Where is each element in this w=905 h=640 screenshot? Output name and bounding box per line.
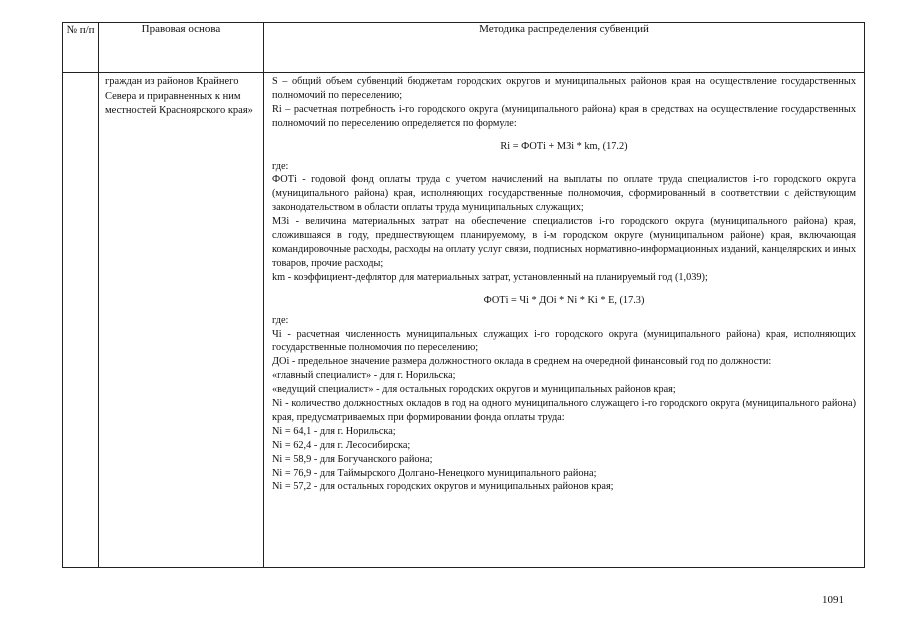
table-header-row xyxy=(63,23,865,73)
formula-17-3: ФОТi = Чi * ДОi * Ni * Ki * Е, (17.3) xyxy=(483,294,645,306)
paragraph-lead-specialist: «ведущий специалист» - для остальных городских округов и муниципальных районов края; xyxy=(272,384,676,396)
paragraph-s-definition: S – общий объем субвенций бюджетам городских округов и муниципальных районов края на осуществление государственных полномочий по переселению; xyxy=(272,76,856,101)
paragraph-ni-others: Ni = 57,2 - для остальных городских округов и муниципальных районов края; xyxy=(272,481,614,493)
header-method-label: Методика распределения субвенций xyxy=(479,23,649,35)
paragraph-ri-definition: Ri – расчетная потребность i-го городского округа (муниципального района) края в средствах на осуществление государственных полномочий по переселению определяется по формуле: xyxy=(272,103,856,129)
header-basis-cell xyxy=(99,23,264,73)
page-number: 1091 xyxy=(822,594,844,606)
paragraph-ch-definition: Чi - расчетная численность муниципальных служащих i-го городского округа (муниципального района) края, исполняющих государственные полномочия по переселению; xyxy=(272,328,856,354)
paragraph-ni-lesosibirsk: Ni = 62,4 - для г. Лесосибирска; xyxy=(272,439,411,451)
paragraph-ni-taimyr: Ni = 76,9 - для Таймырского Долгано-Ненецкого муниципального района; xyxy=(272,467,597,479)
header-basis-label: Правовая основа xyxy=(141,23,221,35)
content-table xyxy=(62,22,865,568)
formula-17-2: Ri = ФОТi + МЗi * km, (17.2) xyxy=(500,140,628,152)
paragraph-where-1: где: xyxy=(272,160,289,172)
header-num-label: № п/п xyxy=(66,24,95,36)
paragraph-km-definition: km - коэффициент-дефлятор для материальных затрат, установленный на планируемый год (1,039); xyxy=(272,271,708,283)
paragraph-fot-definition: ФОТi - годовой фонд оплаты труда с учетом начислений на выплаты по оплате труда специалистов i-го городского округа (муниципального района) края, исполняющих государственные полномочия, сформированный в соответствии с действующим законодательством в области оплаты труда муниципальных служащих; xyxy=(272,174,856,214)
basis-text: граждан из районов Крайнего Севера и приравненных к ним местностей Красноярского края» xyxy=(105,76,253,116)
paragraph-ni-norilsk: Ni = 64,1 - для г. Норильска; xyxy=(272,425,396,437)
paragraph-chief-specialist: «главный специалист» - для г. Норильска; xyxy=(272,370,456,382)
paragraph-where-2: где: xyxy=(272,314,289,326)
body-method-cell xyxy=(264,73,865,568)
paragraph-ni-boguchany: Ni = 58,9 - для Богучанского района; xyxy=(272,453,433,465)
paragraph-ni-definition: Ni - количество должностных окладов в год на одного муниципального служащего i-го городского округа (муниципального района) края, предусматриваемых при формировании фонда оплаты труда: xyxy=(272,398,856,423)
paragraph-do-definition: ДОi - предельное значение размера должностного оклада в среднем на очередной финансовый год по должности: xyxy=(272,356,772,368)
header-method-cell xyxy=(264,23,865,73)
header-num-cell xyxy=(63,23,99,73)
table-body-row xyxy=(63,73,865,568)
paragraph-mz-definition: МЗi - величина материальных затрат на обеспечение специалистов i-го городского округа (муниципального района) края, сложившаяся в году, предшествующем планируемому, в i-м городском округе (муниципальном районе) края, включающая командировочные расходы, расходы на оплату услуг связи, подписных нормативно-информационных изданий, канцелярских и иных товаров, прочие расходы; xyxy=(272,216,856,269)
body-basis-cell xyxy=(99,73,264,568)
body-num-cell xyxy=(63,73,99,568)
